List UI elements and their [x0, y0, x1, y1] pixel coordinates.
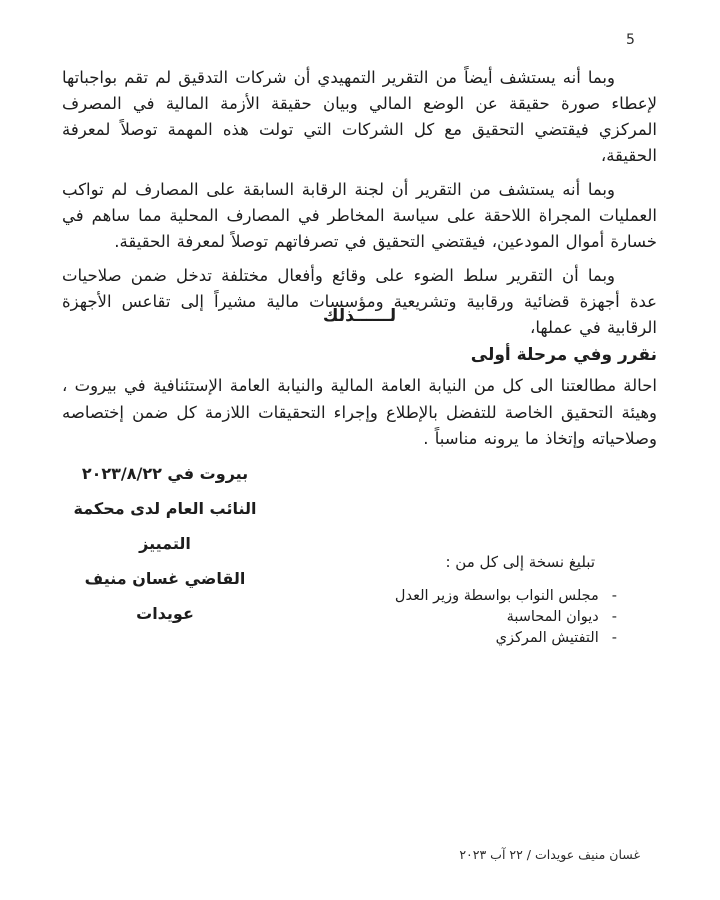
signature-date-line: بيروت في ٢٠٢٣/٨/٢٢ — [81, 464, 249, 483]
footer-signature-line: غسان منيف عويدات / ٢٢ آب ٢٠٢٣ — [459, 847, 640, 862]
list-item — [395, 628, 617, 649]
signature-name-line: القاضي غسان منيف عويدات — [84, 569, 246, 623]
list-item — [395, 607, 617, 628]
decision-paragraph: احالة مطالعتنا الى كل من النيابة العامة المالية والنيابة العامة الإستئنافية في بيروت ، وهيئة التحقيق الخاصة للتفضل بالإطلاع وإجراء التحقيقات اللازمة كل ضمن إختصاصه وصلاحياته وإتخاذ ما يرونه مناسباً . — [62, 376, 657, 448]
list-item-label: مجلس النواب بواسطة وزير العدل — [394, 588, 599, 604]
paragraph-banking-control-commission: وبما أنه يستشف من التقرير أن لجنة الرقابة السابقة على المصارف لم تواكب العمليات المجراة اللاحقة على سياسة المخاطر في المصارف المحلية مما ساهم في خسارة أموال المودعين، فيقتضي التحقيق في تصرفاتهم توصلاً لمعرفة الحقيقة. — [62, 180, 657, 251]
signature-title-line: النائب العام لدى محكمة التمييز — [73, 499, 257, 553]
list-dash: - — [611, 630, 617, 646]
list-item — [395, 586, 617, 607]
decision-heading: نقرر وفي مرحلة أولى — [470, 345, 657, 365]
page-number: 5 — [626, 32, 635, 48]
list-dash: - — [611, 609, 617, 625]
signature-block — [58, 456, 272, 631]
paragraph-report-findings: وبما أن التقرير سلط الضوء على وقائع وأفعال مختلفة تدخل ضمن صلاحيات عدة أجهزة قضائية ورقابية وتشريعية ومؤسسات مالية مشيراً إلى تقاعس الأجهزة الرقابية في عملها، — [62, 266, 657, 337]
list-item-label: التفتيش المركزي — [495, 630, 599, 646]
list-dash: - — [611, 588, 617, 604]
list-item-label: ديوان المحاسبة — [506, 609, 599, 625]
paragraph-audit-firms: وبما أنه يستشف أيضاً من التقرير التمهيدي أن شركات التدقيق لم تقم بواجباتها لإعطاء صورة حقيقة عن الوضع المالي وبيان حقيقة الأزمة المالية في المصرف المركزي فيقتضي التحقيق مع كل الشركات التي تولت هذه المهمة توصلاً لمعرفة الحقيقة، — [62, 68, 657, 165]
therefore-heading: لــــــذلك — [322, 306, 397, 326]
notification-list — [395, 586, 617, 649]
notification-heading: تبليغ نسخة إلى كل من : — [445, 553, 595, 571]
